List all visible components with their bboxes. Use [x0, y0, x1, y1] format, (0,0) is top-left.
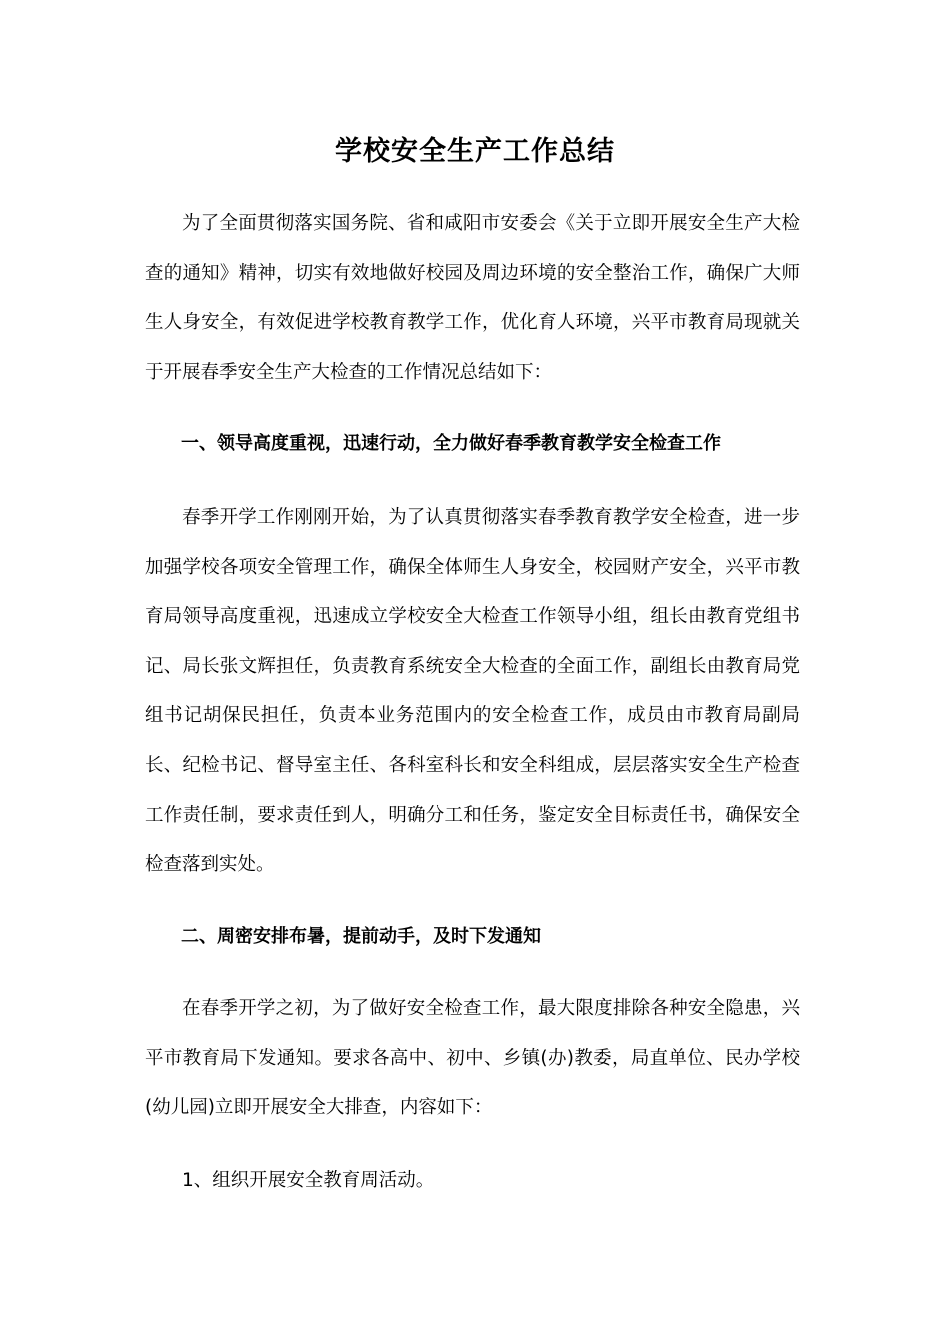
list-item-1: 1、组织开展安全教育周活动。 — [182, 1170, 435, 1191]
intro-paragraph: 为了全面贯彻落实国务院、省和咸阳市安委会《关于立即开展安全生产大检查的通知》精神，切实有效地做好校园及周边环境的安全整治工作，确保广大师生人身安全，有效促进学校教育教学工作，优化育人环境，兴平市教育局现就关于开展春季安全生产大检查的工作情况总结如下： — [145, 213, 800, 383]
section-1-heading: 一、领导高度重视，迅速行动，全力做好春季教育教学安全检查工作 — [181, 433, 721, 454]
section-2-paragraph: 在春季开学之初，为了做好安全检查工作，最大限度排除各种安全隐患，兴平市教育局下发通知。要求各高中、初中、乡镇(办)教委，局直单位、民办学校(幼儿园)立即开展安全大排查，内容如下： — [145, 998, 800, 1119]
section-1-paragraph: 春季开学工作刚刚开始，为了认真贯彻落实春季教育教学安全检查，进一步加强学校各项安全管理工作，确保全体师生人身安全，校园财产安全，兴平市教育局领导高度重视，迅速成立学校安全大检查工作领导小组，组长由教育党组书记、局长张文辉担任，负责教育系统安全大检查的全面工作，副组长由教育局党组书记胡保民担任，负责本业务范围内的安全检查工作，成员由市教育局副局长、纪检书记、督导室主任、各科室科长和安全科组成，层层落实安全生产检查工作责任制，要求责任到人，明确分工和任务，鉴定安全目标责任书，确保安全检查落到实处。 — [145, 507, 800, 876]
section-2-heading: 二、周密安排布暑，提前动手，及时下发通知 — [181, 926, 541, 947]
document-title: 学校安全生产工作总结 — [335, 136, 615, 167]
